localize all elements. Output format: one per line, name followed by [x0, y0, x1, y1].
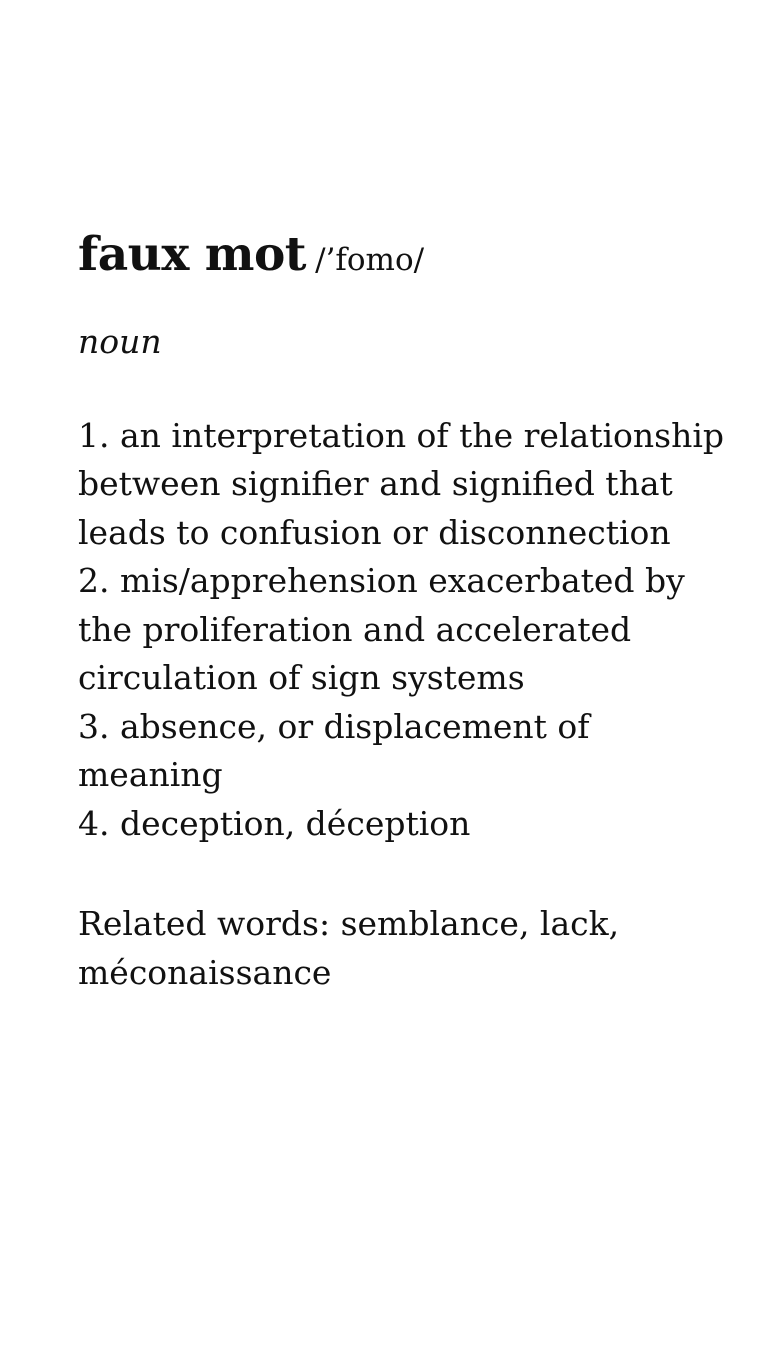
related-words: Related words: semblance, lack, méconaissance — [78, 904, 620, 992]
definition-4: 4. deception, déception — [78, 803, 471, 843]
definition-2: 2. mis/apprehension exacerbated by the proliferation and accelerated circulation of sign systems — [78, 561, 685, 698]
definition-3: 3. absence, or displacement of meaning — [78, 706, 590, 795]
dictionary-entry — [78, 228, 728, 997]
definitions-list — [78, 412, 728, 849]
headword-line — [78, 228, 728, 282]
definition-1: 1. an interpretation of the relationship between signifier and signified that leads to confusion or disconnection — [78, 415, 724, 552]
part-of-speech: noun — [78, 322, 162, 362]
headword: faux mot — [78, 227, 307, 282]
pronunciation: /’fomo/ — [315, 242, 425, 278]
